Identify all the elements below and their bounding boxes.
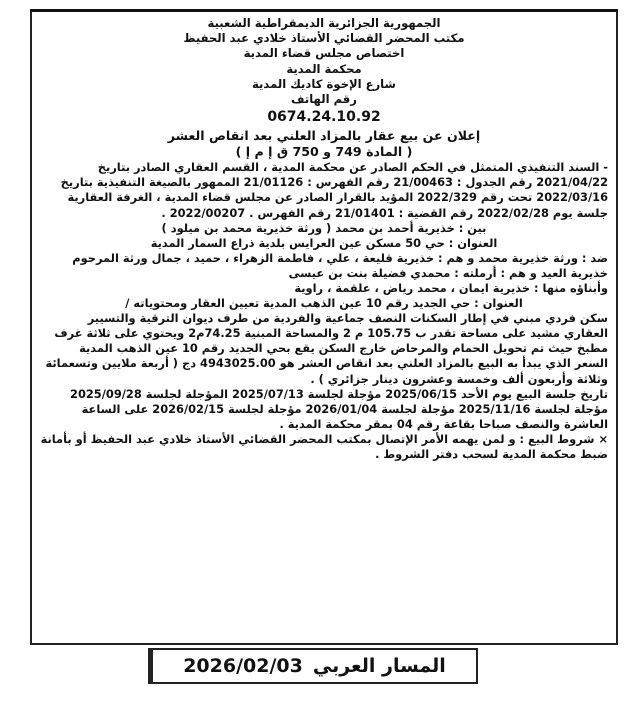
header-phone-label: رقم الهاتف: [291, 92, 357, 107]
defendants-children: وأبناؤه منها : خذيرية ايمان ، محمد رياض ، علقمة ، راوية: [294, 280, 608, 295]
property-description: سكن فردي مبني في إطار السكنات النصف جماعية والفردية من طرف ديوان الترقية والتسيير العقاري مشيد على مساحة تقدر ب 105.75 م 2 والمساحة المبنية 74.25م2 ويحتوي على ثلاثة غرف مطبخ حيث تم تحويل الحمام والمرحاض خارج السكن يقع بحي الجديد رقم 10 عين الذهب المدية: [54, 311, 608, 356]
plaintiff-paragraph: بين : خذيرية أحمد بن محمد ( ورثة خذيرية محمد بن ميلود ): [161, 220, 487, 235]
notice-articles: ( المادة 749 و 750 ق إ م إ ): [235, 144, 413, 160]
header-jurisdiction: اختصاص مجلس قضاء المدية: [243, 46, 405, 61]
starting-price: السعر الذي يبدأ به البيع بالمزاد العلني بعد انقاص العشر هو 4943025.00 دج ( أربعة ملايين وتسعمائة وثلاثة وأربعون ألف وخمسة وعشرون دينار جزائري ) .: [45, 356, 608, 386]
header-phone-number: 0674.24.10.92: [267, 109, 381, 126]
enforcement-title-paragraph: - السند التنفيذي المتمثل في الحكم الصادر عن محكمة المدية ، القسم العقاري الصادر بتاريخ 2021/04/22 رقم الجدول : 21/00463 رقم الفهرس : 21/01126 الممهور بالصيغة التنفيذية بتاريخ 2022/03/16 تحت رقم 2022/329 المؤيد بالقرار الصادر عن مجلس قضاء المدية ، الغرفة العقارية جلسة يوم 2022/02/28 رقم القضية : 21/01401 رقم الفهرس . 2022/00207 .: [60, 160, 608, 220]
notice-title: إعلان عن بيع عقار بالمزاد العلني بعد انقاص العشر: [167, 128, 481, 144]
plaintiff-address: العنوان : حي 50 مسكن عين العرايس بلدية ذراع السمار المدية: [150, 235, 498, 250]
header-bailiff-office: مكتب المحضر القضائي الأستاذ خلادي عبد الحفيظ: [183, 31, 465, 46]
defendants-paragraph: ضد : ورثة خذيرية محمد و هم : خذيرية قليعة ، علي ، فاطمة الزهراء ، حميد ، جمال ورثة المرحوم خذيرية العيد و هم : أرملته : محمدي فضيلة بنت بن عيسى: [72, 250, 608, 280]
publication-footer: [148, 648, 478, 684]
notice-content: [32, 12, 616, 462]
header-court: محكمة المدية: [286, 61, 362, 76]
header-republic: الجمهورية الجزائرية الديمقراطية الشعبية: [207, 16, 441, 30]
sale-conditions: × شروط البيع : و لمن يهمه الأمر الإتصال بمكتب المحضر القضائي الأستاذ خلادي عبد الحفيظ أو بأمانة ضبط محكمة المدية لسحب دفتر الشروط .: [40, 431, 608, 461]
publication-date: 2026/02/03: [183, 655, 303, 677]
auction-notice: [30, 9, 618, 645]
newspaper-name: المسار العربي: [312, 655, 446, 677]
header-address: شارع الإخوة كاديك المدية: [252, 76, 396, 91]
notice-body: [40, 160, 608, 462]
property-address: العنوان : حي الجديد رقم 10 عين الذهب المدية تعيين العقار ومحتوياته /: [125, 296, 523, 311]
session-dates: تاريخ جلسة البيع يوم الأحد 2025/06/15 مؤجلة لجلسة 2025/07/13 المؤجلة لجلسة 2025/09/28 مؤجلة لجلسة 2025/11/16 مؤجلة لجلسة 2026/01/04 مؤجلة لجلسة 2026/02/15 على الساعة العاشرة والنصف صباحا بقاعة رقم 04 بمقر محكمة المدية .: [70, 386, 608, 431]
